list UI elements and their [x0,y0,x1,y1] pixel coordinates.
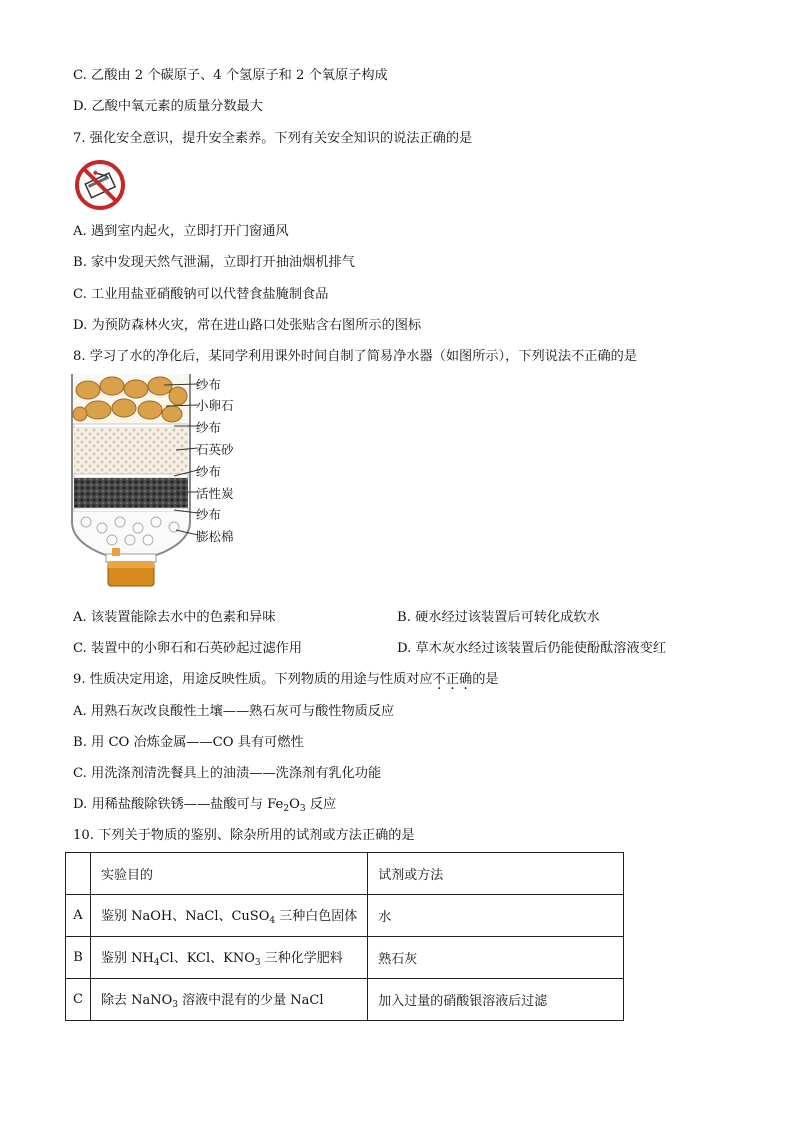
row-purpose [91,937,368,979]
row-purpose-mid: Cl、KCl、KNO [159,951,255,966]
q9-option-d-o: O [289,797,300,812]
row-purpose-sub2: 3 [254,958,261,968]
row-purpose-sub: 4 [269,916,276,926]
q10-table [65,852,624,1021]
row-purpose-sub: 4 [153,958,160,968]
q10-stem: 10. 下列关于物质的鉴别、除杂所用的试剂或方法正确的是 [73,828,415,843]
row-purpose-text: 鉴别 NaOH、NaCl、CuSO [101,909,270,924]
header-key [66,853,91,895]
row-key: C [66,979,91,1021]
q9-emphasis-2: 正 [445,672,460,687]
row-purpose [91,979,368,1021]
table-row [66,895,624,937]
row-purpose-tail: 三种白色固体 [275,909,358,924]
label-activated-carbon: 活性炭 [196,486,234,501]
q8-option-c: C. 装置中的小卵石和石英砂起过滤作用 [73,641,303,656]
q9-option-d-tail: 反应 [305,797,337,812]
q9-emphasis-3: 确 [459,672,473,687]
label-gauze-2: 纱布 [196,420,222,435]
q9-emphasis-1: 不 [432,672,446,687]
q7-option-a: A. 遇到室内起火，立即打开门窗通风 [73,224,289,239]
row-method: 加入过量的硝酸银溶液后过滤 [368,979,624,1021]
q8-option-b: B. 硬水经过该装置后可转化成软水 [397,610,600,625]
q8-stem: 8. 学习了水的净化后，某同学利用课外时间自制了简易净水器（如图所示），下列说法不正确的是 [73,349,638,364]
q9-stem-text: 9. 性质决定用途，用途反映性质。下列物质的用途与性质对应 [73,672,433,687]
label-gauze-1: 纱布 [196,377,222,392]
q8-option-a: A. 该装置能除去水中的色素和异味 [73,610,276,625]
q9-option-c: C. 用洗涤剂清洗餐具上的油渍——洗涤剂有乳化功能 [73,766,382,781]
table-header-row [66,853,624,895]
q6-option-c: C. 乙酸由 2 个碳原子、4 个氢原子和 2 个氧原子构成 [73,68,388,83]
q9-stem-tail: 的是 [472,672,499,687]
label-cotton: 膨松棉 [196,529,234,544]
q8-option-d: D. 草木灰水经过该装置后仍能使酚酞溶液变红 [397,641,667,656]
row-key: B [66,937,91,979]
q7-stem: 7. 强化安全意识，提升安全素养。下列有关安全知识的说法正确的是 [73,131,473,146]
label-quartz-sand: 石英砂 [196,442,234,457]
row-purpose-text: 除去 NaNO [101,993,173,1008]
row-purpose [91,895,368,937]
row-purpose-tail: 溶液中混有的少量 NaCl [178,993,324,1008]
q9-stem [73,671,499,689]
q7-option-c: C. 工业用盐亚硝酸钠可以代替食盐腌制食品 [73,287,329,302]
row-purpose-tail: 三种化学肥料 [260,951,343,966]
table-row [66,937,624,979]
no-fire-sign-icon [72,159,128,211]
header-purpose: 实验目的 [91,853,368,895]
q9-option-d-sub2: 3 [299,804,306,814]
q9-option-d-sub1: 2 [283,804,290,814]
q7-option-d: D. 为预防森林火灾，常在进山路口处张贴含右图所示的图标 [73,318,422,333]
q7-option-b: B. 家中发现天然气泄漏，立即打开抽油烟机排气 [73,255,355,270]
row-key: A [66,895,91,937]
row-method: 熟石灰 [368,937,624,979]
q9-option-b: B. 用 CO 冶炼金属——CO 具有可燃性 [73,735,304,750]
water-purifier-diagram [68,372,198,594]
row-purpose-text: 鉴别 NH [101,951,154,966]
q9-option-d-text: D. 用稀盐酸除铁锈——盐酸可与 Fe [73,797,284,812]
header-method: 试剂或方法 [368,853,624,895]
table-row [66,979,624,1021]
q9-option-d [73,796,336,818]
row-method: 水 [368,895,624,937]
label-gauze-3: 纱布 [196,464,222,479]
row-purpose-sub: 3 [172,1000,179,1010]
q9-option-a: A. 用熟石灰改良酸性土壤——熟石灰可与酸性物质反应 [73,704,395,719]
q6-option-d: D. 乙酸中氧元素的质量分数最大 [73,99,263,114]
label-gauze-4: 纱布 [196,507,222,522]
label-pebbles: 小卵石 [196,398,234,413]
